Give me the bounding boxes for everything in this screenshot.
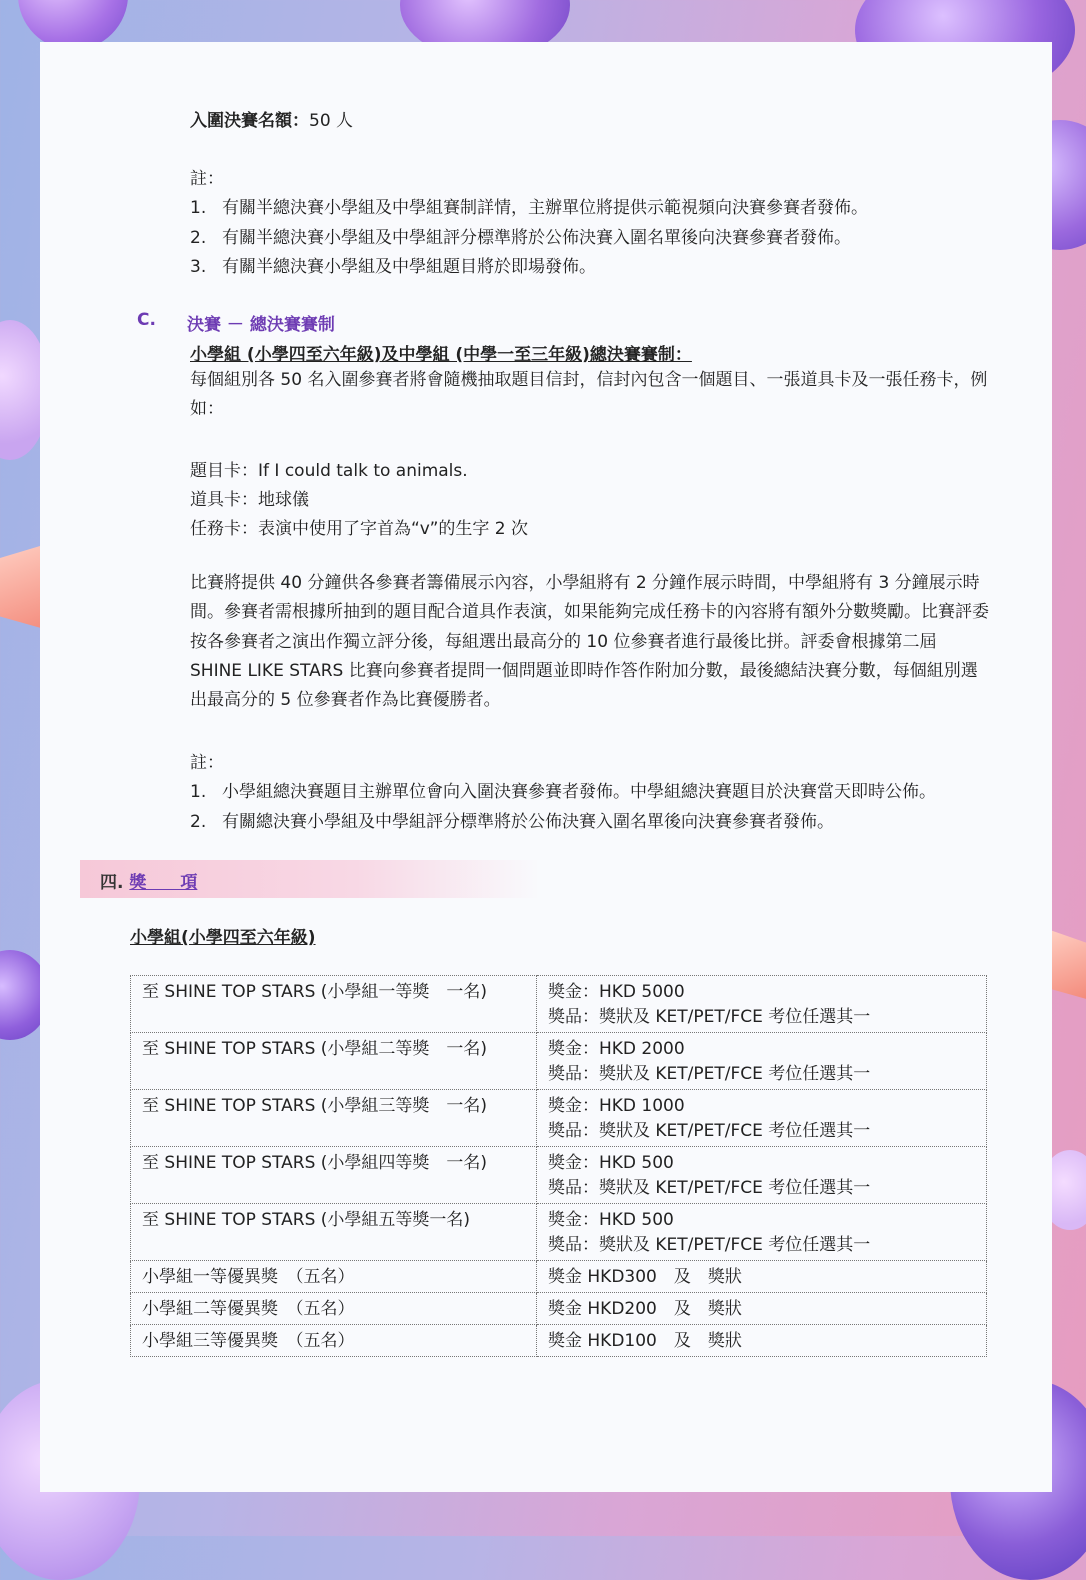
group-title: 小學組(小學四至六年級) — [130, 928, 316, 948]
award-name: 小學組二等優異獎 （五名） — [131, 1293, 537, 1325]
table-row — [131, 1033, 987, 1090]
section-c-body: 比賽將提供 40 分鐘供各參賽者籌備展示內容，小學組將有 2 分鐘作展示時間，中學組將有 3 分鐘展示時間。參賽者需根據所抽到的題目配合道具作表演，如果能夠完成任務卡的內容將有額外分數獎勵。比賽評委按各參賽者之演出作獨立評分後，每組選出最高分的 10 位參賽者進行最後比拼。評委會根據第二屆 SHINE LIKE STARS 比賽向參賽者提問一個問題並即時作答作附加分數，最後總結決賽分數，每個組別選出最高分的 5 位參賽者作為比賽優勝者。 — [190, 573, 989, 711]
list-item: 1. 小學組總決賽題目主辦單位會向入圍決賽參賽者發佈。中學組總決賽題目於決賽當天即時公佈。 — [190, 782, 936, 802]
finalists-quota-label: 入圍決賽名額： — [190, 111, 309, 131]
award-name: 至 SHINE TOP STARS (小學組四等獎 一名) — [131, 1147, 537, 1204]
table-row — [131, 1293, 987, 1325]
award-prize: 獎金 HKD300 及 獎狀 — [537, 1261, 987, 1293]
list-item: 3. 有關半總決賽小學組及中學組題目將於即場發佈。 — [190, 257, 596, 277]
example-prop-card: 道具卡：地球儀 — [190, 490, 309, 510]
section-c-title: 決賽 － 總決賽賽制 — [187, 315, 335, 335]
notes-list — [190, 777, 936, 836]
award-name: 至 SHINE TOP STARS (小學組三等獎 一名) — [131, 1090, 537, 1147]
award-prize: 獎金 HKD200 及 獎狀 — [537, 1293, 987, 1325]
document-page — [40, 42, 1052, 1492]
award-name: 小學組一等優異獎 （五名） — [131, 1261, 537, 1293]
list-item: 2. 有關總決賽小學組及中學組評分標準將於公佈決賽入圍名單後向決賽參賽者發佈。 — [190, 811, 834, 832]
award-name: 至 SHINE TOP STARS (小學組五等獎一名) — [131, 1204, 537, 1261]
table-row — [131, 1147, 987, 1204]
award-prize: 獎金：HKD 5000 獎品：獎狀及 KET/PET/FCE 考位任選其一 — [537, 976, 987, 1033]
finalists-quota-value: 50 人 — [309, 111, 354, 131]
table-row — [131, 1325, 987, 1357]
awards-table — [130, 975, 987, 1357]
table-row — [131, 1204, 987, 1261]
award-prize: 獎金 HKD100 及 獎狀 — [537, 1325, 987, 1357]
section-header-awards — [80, 860, 540, 898]
section-c-subtitle: 小學組 (小學四至六年級)及中學組 (中學一至三年級)總決賽賽制： — [190, 345, 692, 365]
table-row — [131, 1090, 987, 1147]
award-name: 小學組三等優異獎 （五名） — [131, 1325, 537, 1357]
finalists-quota — [190, 106, 353, 131]
list-item: 2. 有關半總決賽小學組及中學組評分標準將於公佈決賽入圍名單後向決賽參賽者發佈。 — [190, 227, 851, 248]
award-prize: 獎金：HKD 2000 獎品：獎狀及 KET/PET/FCE 考位任選其一 — [537, 1033, 987, 1090]
section-title: 獎 項 — [129, 873, 198, 893]
award-prize: 獎金：HKD 1000 獎品：獎狀及 KET/PET/FCE 考位任選其一 — [537, 1090, 987, 1147]
notes-title: 註： — [190, 169, 224, 189]
example-topic-card: 題目卡：If I could talk to animals. — [190, 461, 468, 481]
award-name: 至 SHINE TOP STARS (小學組二等獎 一名) — [131, 1033, 537, 1090]
notes-list — [190, 193, 868, 282]
table-row — [131, 976, 987, 1033]
list-item: 1. 有關半總決賽小學組及中學組賽制詳情，主辦單位將提供示範視頻向決賽參賽者發佈。 — [190, 198, 868, 218]
award-name: 至 SHINE TOP STARS (小學組一等獎 一名) — [131, 976, 537, 1033]
award-prize: 獎金：HKD 500 獎品：獎狀及 KET/PET/FCE 考位任選其一 — [537, 1147, 987, 1204]
table-row — [131, 1261, 987, 1293]
section-c-letter: C. — [137, 310, 156, 330]
notes-title: 註： — [190, 753, 224, 773]
section-c-intro: 每個組別各 50 名入圍參賽者將會隨機抽取題目信封，信封內包含一個題目、一張道具卡及一張任務卡，例如： — [190, 370, 988, 420]
section-number: 四. — [100, 873, 124, 893]
example-task-card: 任務卡：表演中使用了字首為“v”的生字 2 次 — [190, 519, 528, 539]
award-prize: 獎金：HKD 500 獎品：獎狀及 KET/PET/FCE 考位任選其一 — [537, 1204, 987, 1261]
